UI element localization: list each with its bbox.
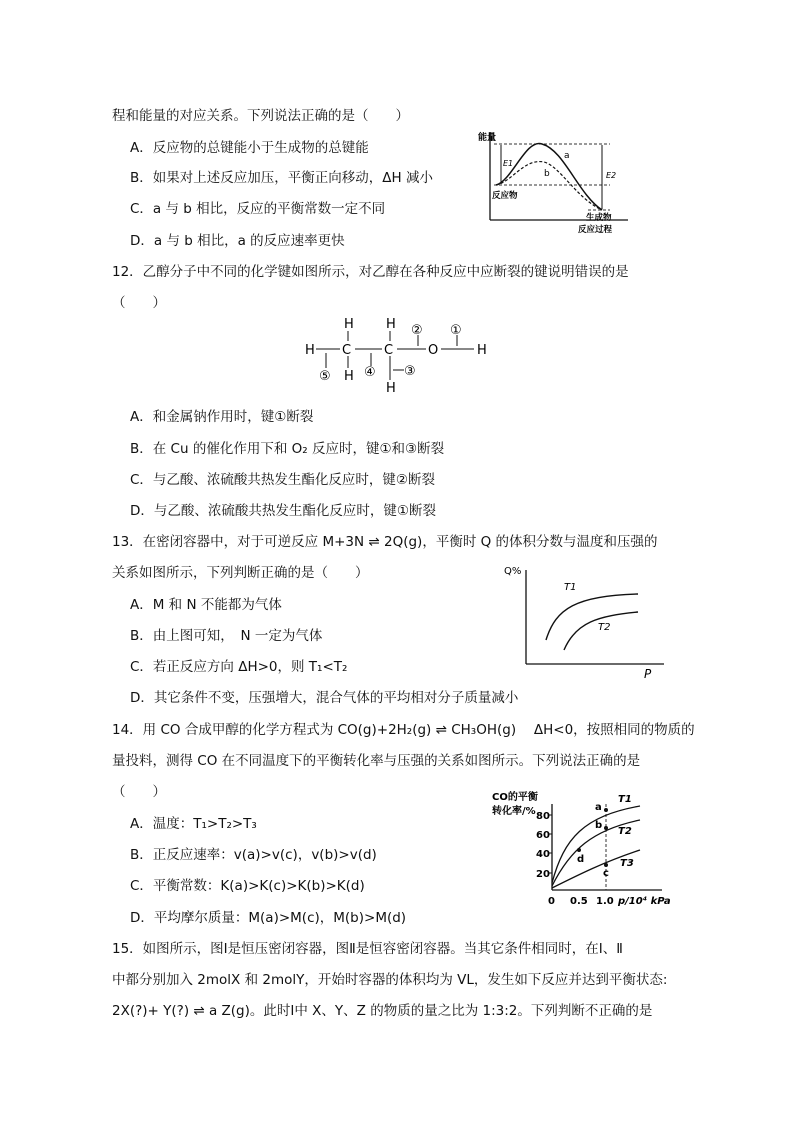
- q14-fig-ylabel-2: 转化率/%: [492, 806, 536, 817]
- svg-text:H: H: [344, 369, 354, 384]
- q14-stem-2: 量投料，测得 CO 在不同温度下的平衡转化率与压强的关系如图所示。下列说法正确的是: [112, 753, 641, 769]
- svg-text:C: C: [384, 343, 394, 358]
- q15-line-2: 中都分别加入 2molX 和 2molY，开始时容器的体积均为 VL，发生如下反应并达到平衡状态:: [112, 972, 668, 988]
- q11-fig-product: 生成物: [586, 213, 612, 223]
- q13-option-b: B．由上图可知， N 一定为气体: [130, 628, 323, 644]
- q14-stem-1: 14．用 CO 合成甲醇的化学方程式为 CO(g)+2H₂(g) ⇌ CH₃OH(g) ΔH<0，按照相同的物质的: [112, 722, 695, 738]
- q12-option-d: D．与乙酸、浓硫酸共热发生酯化反应时，键①断裂: [130, 503, 436, 519]
- q12-paren: （ ）: [112, 295, 166, 311]
- q14-ytick-80: 80: [536, 811, 550, 822]
- q11-fig-xlabel: 反应过程: [578, 225, 613, 235]
- q14-point-d: d: [577, 854, 585, 865]
- q12-bond-3: ③: [404, 364, 416, 379]
- q11-energy-diagram: [478, 128, 638, 236]
- q13-fig-t1: T1: [564, 582, 577, 593]
- q13-option-a: A．M 和 N 不能都为气体: [130, 597, 282, 613]
- q11-option-c: C．a 与 b 相比，反应的平衡常数一定不同: [130, 201, 386, 217]
- q13-option-c: C．若正反应方向 ΔH>0，则 T₁<T₂: [130, 659, 348, 675]
- q12-bond-2: ②: [411, 323, 423, 338]
- q13-fig-xlabel: P: [644, 667, 652, 680]
- q14-xtick-0-5: 0.5: [570, 896, 588, 907]
- q14-option-d: D．平均摩尔质量：M(a)>M(c)，M(b)>M(d): [130, 910, 407, 926]
- q11-stem-tail: 程和能量的对应关系。下列说法正确的是（ ）: [112, 108, 409, 124]
- q15-line-3: 2X(?)+ Y(?) ⇌ a Z(g)。此时Ⅰ中 X、Y、Z 的物质的量之比为 1:3:2。下列判断不正确的是: [112, 1003, 653, 1019]
- q13-fig-t2: T2: [598, 622, 611, 633]
- q14-option-b: B．正反应速率：v(a)>v(c)，v(b)>v(d): [130, 847, 377, 863]
- q14-fig-ylabel-1: CO的平衡: [492, 792, 538, 803]
- q14-point-c: c: [603, 868, 609, 879]
- q14-xtick-0: 0: [548, 896, 555, 907]
- q11-fig-e1: E1: [503, 159, 514, 168]
- q13-stem-2: 关系如图所示，下列判断正确的是（ ）: [112, 565, 369, 581]
- svg-text:H: H: [305, 343, 315, 358]
- svg-text:H: H: [386, 381, 396, 396]
- svg-text:H: H: [386, 318, 396, 332]
- q14-option-a: A．温度：T₁>T₂>T₃: [130, 816, 257, 832]
- q14-co-conversion-chart: [488, 786, 678, 912]
- q12-ethanol-structure: [300, 318, 500, 398]
- q12-bond-1: ①: [450, 323, 462, 338]
- q14-paren: （ ）: [112, 784, 166, 800]
- q11-fig-ylabel: 能量: [478, 133, 497, 143]
- q12-option-c: C．与乙酸、浓硫酸共热发生酯化反应时，键②断裂: [130, 472, 436, 488]
- q14-ytick-20: 20: [536, 869, 550, 880]
- q14-option-c: C．平衡常数：K(a)>K(c)>K(b)>K(d): [130, 878, 365, 894]
- q13-option-d: D．其它条件不变，压强增大，混合气体的平均相对分子质量减小: [130, 690, 519, 706]
- q14-curve-t3: T3: [620, 858, 634, 869]
- q14-xtick-1-0: 1.0: [596, 896, 614, 907]
- svg-text:C: C: [342, 343, 352, 358]
- q14-curve-t1: T1: [618, 794, 632, 805]
- q11-fig-e2: E2: [606, 171, 617, 180]
- q12-stem: 12．乙醇分子中不同的化学键如图所示，对乙醇在各种反应中应断裂的键说明错误的是: [112, 264, 629, 280]
- q11-option-b: B．如果对上述反应加压，平衡正向移动，ΔH 减小: [130, 170, 433, 186]
- svg-text:H: H: [477, 343, 487, 358]
- q14-ytick-40: 40: [536, 849, 550, 860]
- q15-line-1: 15．如图所示，图Ⅰ是恒压密闭容器，图Ⅱ是恒容密闭容器。当其它条件相同时，在Ⅰ、Ⅱ: [112, 941, 623, 957]
- q11-fig-reactant: 反应物: [492, 191, 518, 201]
- q11-fig-curve-a: a: [564, 151, 570, 161]
- q13-q-vs-p-chart: [498, 560, 668, 680]
- q14-curve-t2: T2: [618, 826, 632, 837]
- q14-fig-xlabel: p/10⁴ kPa: [618, 896, 671, 907]
- q11-option-a: A．反应物的总键能小于生成物的总键能: [130, 140, 369, 156]
- q11-fig-curve-b: b: [544, 169, 550, 179]
- q14-ytick-60: 60: [536, 830, 550, 841]
- svg-text:O: O: [428, 343, 439, 358]
- q13-fig-ylabel: Q%: [504, 566, 522, 577]
- q14-point-a: a: [595, 802, 602, 813]
- q13-stem-1: 13．在密闭容器中，对于可逆反应 M+3N ⇌ 2Q(g)，平衡时 Q 的体积分数与温度和压强的: [112, 534, 658, 550]
- svg-text:H: H: [344, 318, 354, 332]
- q12-option-a: A．和金属钠作用时，键①断裂: [130, 409, 314, 425]
- q12-bond-5: ⑤: [319, 369, 331, 384]
- q14-point-b: b: [595, 820, 603, 831]
- q12-bond-4: ④: [364, 365, 376, 380]
- q12-option-b: B．在 Cu 的催化作用下和 O₂ 反应时，键①和③断裂: [130, 441, 445, 457]
- q11-option-d: D．a 与 b 相比，a 的反应速率更快: [130, 233, 345, 249]
